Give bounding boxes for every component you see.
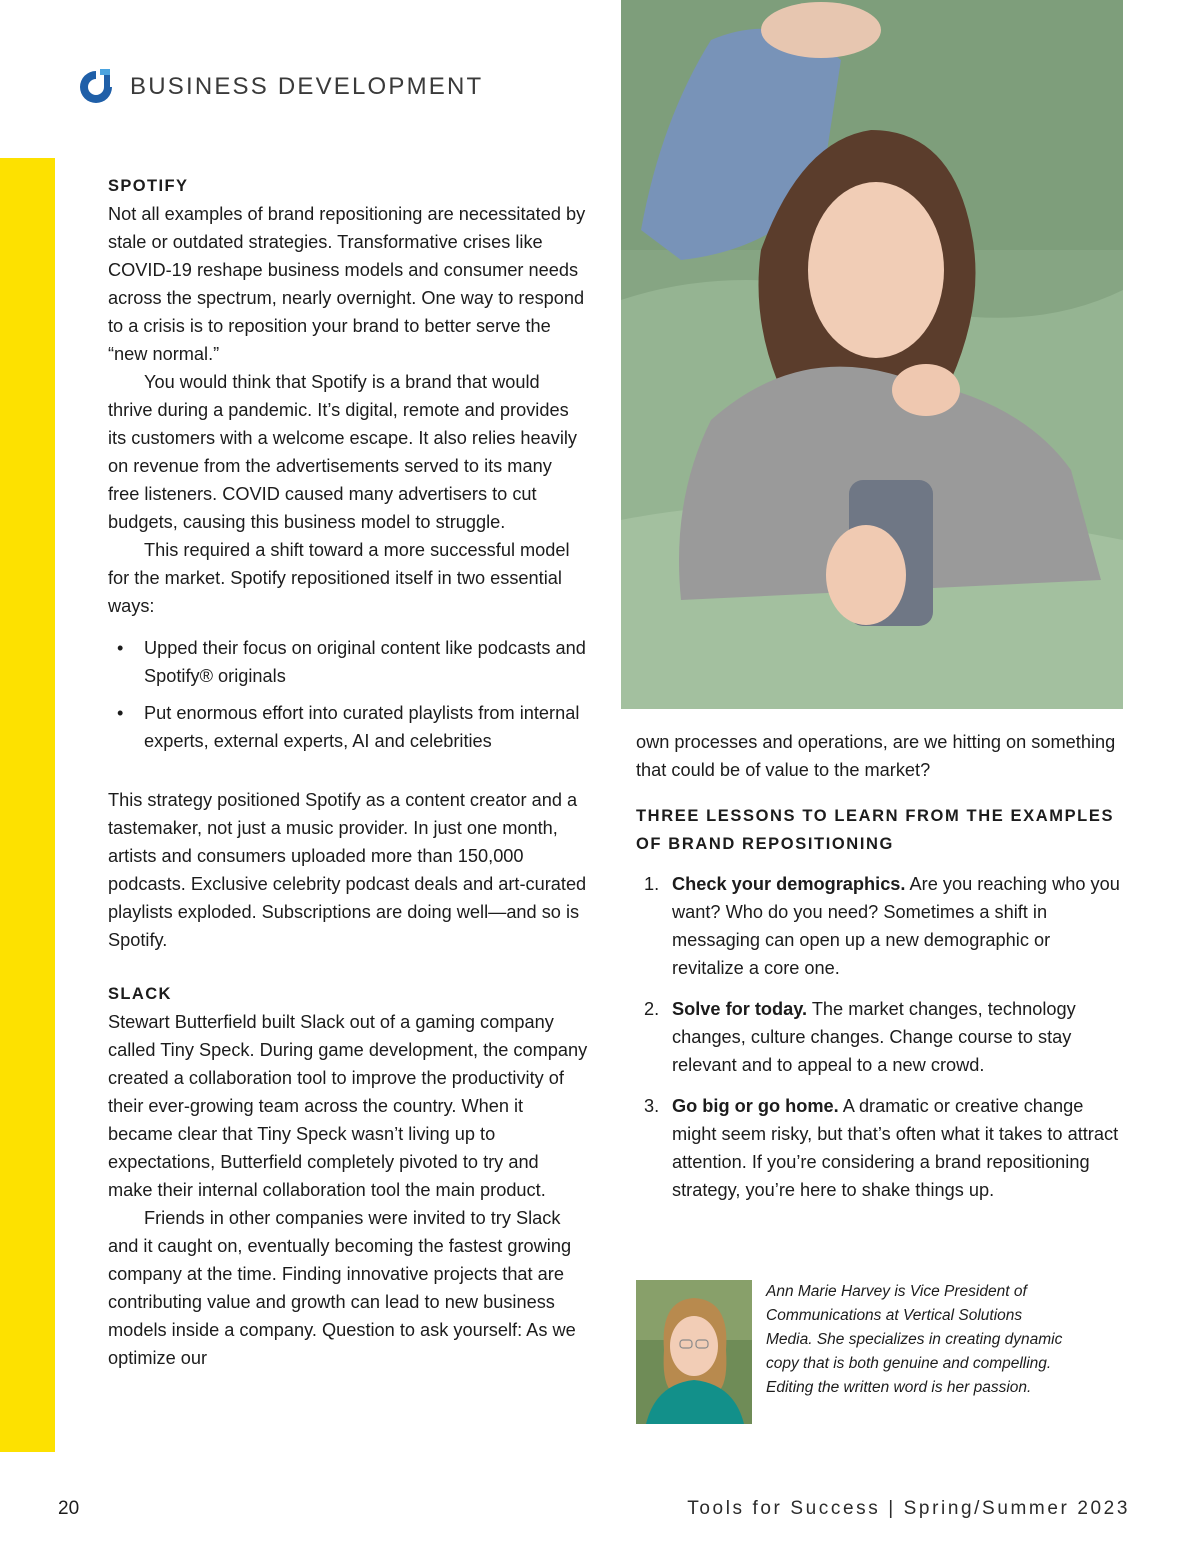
slack-heading: SLACK — [108, 985, 172, 1003]
author-headshot — [636, 1280, 752, 1424]
spotify-paragraph-4: This strategy positioned Spotify as a content creator and a tastemaker, not just a music provider. In just one month, artists and consumers uploaded more than 150,000 podcasts. Exclusive celebrity podcast deals and art-curated playlists exploded. Subscriptions are doing well—and so is Spotify. — [108, 790, 587, 950]
left-column — [108, 172, 588, 1372]
spotify-paragraph-3: This required a shift toward a more successful model for the market. Spotify repositioned itself in two essential ways: — [108, 540, 570, 616]
list-item: • Put enormous effort into curated playlists from internal experts, external experts, AI and celebrities — [117, 703, 580, 751]
accent-bar — [0, 158, 55, 1452]
list-item: 3. Go big or go home. A dramatic or creative change might seem risky, but that’s often what it takes to attract attention. If you’re considering a brand repositioning strategy, you’re here to shake things up. — [644, 1096, 1119, 1200]
slack-paragraph-2-continued: own processes and operations, are we hitting on something that could be of value to the market? — [636, 732, 1116, 780]
slack-paragraph-1: Stewart Butterfield built Slack out of a gaming company called Tiny Speck. During game development, the company created a collaboration tool to improve the productivity of their ever-growing team across the country. When it became clear that Tiny Speck wasn’t living up to expectations, Butterfield completely pivoted to try and make their internal collaboration tool the main product. — [108, 1012, 588, 1200]
section-header — [76, 66, 483, 108]
publication-footer: Tools for Success | Spring/Summer 2023 — [687, 1498, 1130, 1519]
lessons-heading: THREE LESSONS TO LEARN FROM THE EXAMPLES OF BRAND REPOSITIONING — [636, 807, 1115, 853]
right-column — [636, 728, 1126, 1217]
vsm-logo-icon — [76, 67, 116, 107]
section-title: BUSINESS DEVELOPMENT — [130, 73, 484, 100]
author-bio: Ann Marie Harvey is Vice President of Communications at Vertical Solutions Media. She specializes in creating dynamic copy that is both genuine and compelling. Editing the written word is her passion. — [766, 1283, 1063, 1396]
list-item: 2. Solve for today. The market changes, technology changes, culture changes. Change course to stay relevant and to appeal to a new crowd. — [644, 999, 1076, 1075]
spotify-bullet-list — [108, 634, 588, 755]
spotify-heading: SPOTIFY — [108, 177, 189, 195]
list-item: • Upped their focus on original content like podcasts and Spotify® originals — [117, 638, 586, 686]
woman-with-phone-photo — [621, 0, 1123, 709]
spotify-paragraph-1: Not all examples of brand repositioning are necessitated by stale or outdated strategies. Transformative crises like COVID-19 reshape business models and consumer needs across the spectrum, nearly overnight. One way to respond to a crisis is to reposition your brand to better serve the “new normal.” — [108, 204, 586, 364]
lessons-list — [636, 870, 1126, 1204]
list-item: 1. Check your demographics. Are you reaching who you want? Who do you need? Sometimes a shift in messaging can open up a new demographic or revitalize a core one. — [644, 874, 1120, 978]
slack-paragraph-2: Friends in other companies were invited to try Slack and it caught on, eventually becoming the fastest growing company at the time. Finding innovative projects that are contributing value and growth can lead to new business models inside a company. Question to ask yourself: As we optimize our — [108, 1208, 576, 1368]
spotify-paragraph-2: You would think that Spotify is a brand that would thrive during a pandemic. It’s digital, remote and provides its customers with a welcome escape. It also relies heavily on revenue from the advertisements served to its many free listeners. COVID caused many advertisers to cut budgets, causing this business model to struggle. — [108, 372, 578, 532]
page-number: 20 — [58, 1498, 80, 1519]
author-box — [636, 1280, 1126, 1424]
